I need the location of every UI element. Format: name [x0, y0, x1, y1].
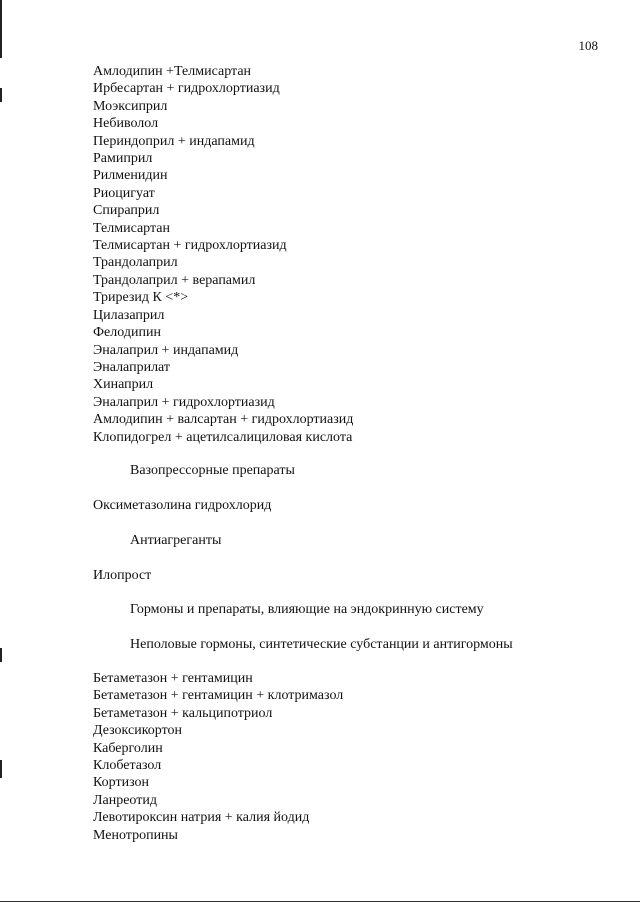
list-item: Цилазаприл [93, 307, 165, 323]
list-item: Спираприл [93, 203, 160, 219]
list-item: Менотропины [93, 827, 178, 843]
list-item: Бетаметазон + кальципотриол [93, 705, 273, 721]
section-heading-nonsex-hormones: Неполовые гормоны, синтетические субстанции и антигормоны [130, 637, 513, 652]
section-heading-hormones: Гормоны и препараты, влияющие на эндокринную систему [130, 602, 484, 617]
list-item: Эналаприл + гидрохлортиазид [93, 394, 275, 410]
section-heading-antiaggregants: Антиагреганты [130, 533, 222, 548]
drug-list-antihypertensive [93, 63, 353, 446]
list-item: Трирезид К <*> [93, 290, 189, 306]
list-item: Небиволол [93, 116, 159, 132]
list-item-oxymetazoline: Оксиметазолина гидрохлорид [93, 498, 272, 513]
list-item: Хинаприл [93, 377, 154, 393]
scan-edge-mark [0, 760, 2, 778]
list-item: Ланреотид [93, 792, 157, 808]
list-item: Риоцигуат [93, 185, 155, 201]
list-item: Телмисартан + гидрохлортиазид [93, 238, 287, 254]
list-item: Трандолаприл + верапамил [93, 272, 256, 288]
scan-edge-mark [0, 88, 2, 102]
list-item: Эналаприлат [93, 359, 171, 375]
list-item: Рилменидин [93, 168, 168, 184]
list-item: Дезоксикортон [93, 723, 183, 739]
scan-bottom-edge [0, 901, 640, 902]
scan-edge-mark [0, 0, 2, 58]
drug-list-hormones [93, 670, 343, 844]
list-item: Бетаметазон + гентамицин + клотримазол [93, 688, 344, 704]
list-item: Амлодипин + валсартан + гидрохлортиазид [93, 412, 354, 428]
list-item: Клопидогрел + ацетилсалициловая кислота [93, 429, 353, 445]
list-item: Телмисартан [93, 220, 170, 236]
list-item: Амлодипин +Телмисартан [93, 64, 252, 79]
list-item: Клобетазол [93, 758, 162, 774]
list-item: Фелодипин [93, 325, 161, 341]
section-heading-vasopressor: Вазопрессорные препараты [130, 463, 295, 478]
list-item: Левотироксин натрия + калия йодид [93, 810, 310, 826]
list-item: Трандолаприл [93, 255, 178, 271]
list-item: Каберголин [93, 740, 163, 756]
scan-edge-mark [0, 648, 2, 662]
list-item: Периндоприл + индапамид [93, 133, 255, 149]
list-item: Моэксиприл [93, 98, 168, 114]
list-item: Ирбесартан + гидрохлортиазид [93, 81, 280, 97]
list-item: Кортизон [93, 775, 150, 791]
list-item-iloprost: Илопрост [93, 568, 152, 583]
list-item: Рамиприл [93, 151, 153, 167]
list-item: Бетаметазон + гентамицин [93, 671, 253, 686]
list-item: Эналаприл + индапамид [93, 342, 239, 358]
page-number: 108 [578, 38, 598, 53]
